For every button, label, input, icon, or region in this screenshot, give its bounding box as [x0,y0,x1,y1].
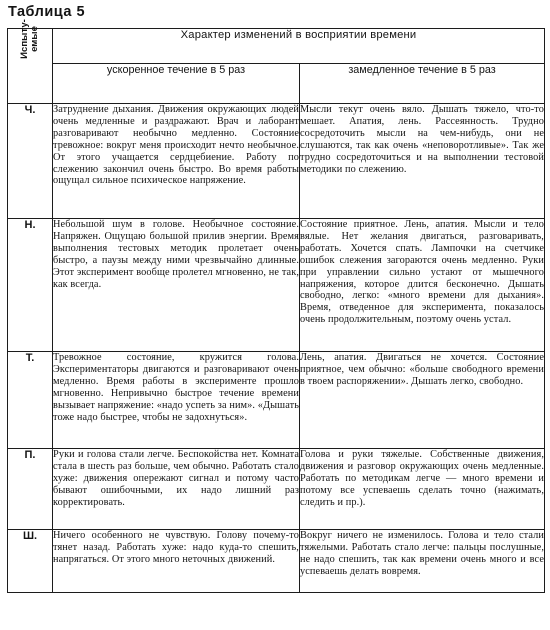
table-row [8,449,545,530]
main-column-header: Характер изменений в восприятии времени [53,29,545,64]
subject-cell: П. [8,449,53,530]
slow-cell: Лень, апатия. Двигаться не хочется. Состояние приятное, чем обычно: «больше свободного времени в твоем распоряжении». Дышать легко, свободно. [300,352,545,449]
subject-cell: Н. [8,219,53,352]
subject-cell: Ш. [8,530,53,593]
subject-column-label: Испыту- емые [19,19,40,59]
table-row [8,352,545,449]
subject-cell: Ч. [8,104,53,219]
fast-cell: Руки и голова стали легче. Беспокойства нет. Комната стала в шесть раз больше, чем обычно. Работать стало хуже: движения опережают сигнал и потому часто бывают ошибочными, их надо лишний раз корректировать. [53,449,300,530]
table-row [8,219,545,352]
fast-cell: Небольшой шум в голове. Необычное состояние. Напряжен. Ощущаю большой прилив энергии. Время выполнения тестовых методик пролетает очень быстро, а паузы между ними чрезвычайно длинные. Этот эксперимент вообще пролетел мгновенно, не так, как всегда. [53,219,300,352]
fast-cell: Ничего особенного не чувствую. Голову почему-то тянет назад. Работать хуже: надо куда-то спешить, напрягаться. От этого много неточных движений. [53,530,300,593]
slow-cell: Мысли текут очень вяло. Дышать тяжело, что-то мешает. Апатия, лень. Рассеянность. Трудно сосредоточить мысли на чем-нибудь, они не слушаются, так как очень «неповоротливые». Так же трудно сосредоточиться и на выполнении тестовой методики по слежению. [300,104,545,219]
slow-cell: Вокруг ничего не изменилось. Голова и тело стали тяжелыми. Работать стало легче: пальцы послушные, не надо спешить, так как времени очень много и все успеваешь делать вовремя. [300,530,545,593]
table-title: Таблица 5 [8,4,86,20]
subject-column-header [8,19,53,104]
fast-cell: Затруднение дыхания. Движения окружающих людей очень медленные и раздражают. Врач и лаборант разговаривают необычно медленно. Состояние тревожное: вокруг меня происходит нечто необычное. От этого учащается сердцебиение. Работу по слежению закончил очень быстро. Во время работы ощущал сильное психическое напряжение. [53,104,300,219]
fast-cell: Тревожное состояние, кружится голова. Экспериментаторы двигаются и разговаривают очень медленно. Время работы в эксперименте прошло мгновенно. Непривычно быстрое течение времени вызывает напряжение: «надо успеть за ним». «Дышать тоже надо быстрее, чтобы не задохнуться». [53,352,300,449]
data-table [7,19,545,593]
header-row-sub [8,63,545,103]
slow-cell: Состояние приятное. Лень, апатия. Мысли и тело вялые. Нет желания двигаться, разговаривать, работать. Хочется спать. Лампочки на счетчике ошибок слежения загораются очень медленно. Руки при управлении сильно устают от мышечного напряжения, которое длится бесконечно. Дышать свободно, легко: «много времени для дыхания». Время, отведенное для эксперимента, показалось очень продолжительным, поэтому очень устал. [300,219,545,352]
slow-column-header: замедленное течение в 5 раз [300,63,545,103]
table-row [8,104,545,219]
header-row-main [8,29,545,64]
table-row [8,530,545,593]
fast-column-header: ускоренное течение в 5 раз [53,63,300,103]
subject-cell: Т. [8,352,53,449]
slow-cell: Голова и руки тяжелые. Собственные движения, движения и разговор окружающих очень медленные. Работать по методикам легче — много времени и потому все успеваешь сделать точно (нажимать, следить и пр.). [300,449,545,530]
